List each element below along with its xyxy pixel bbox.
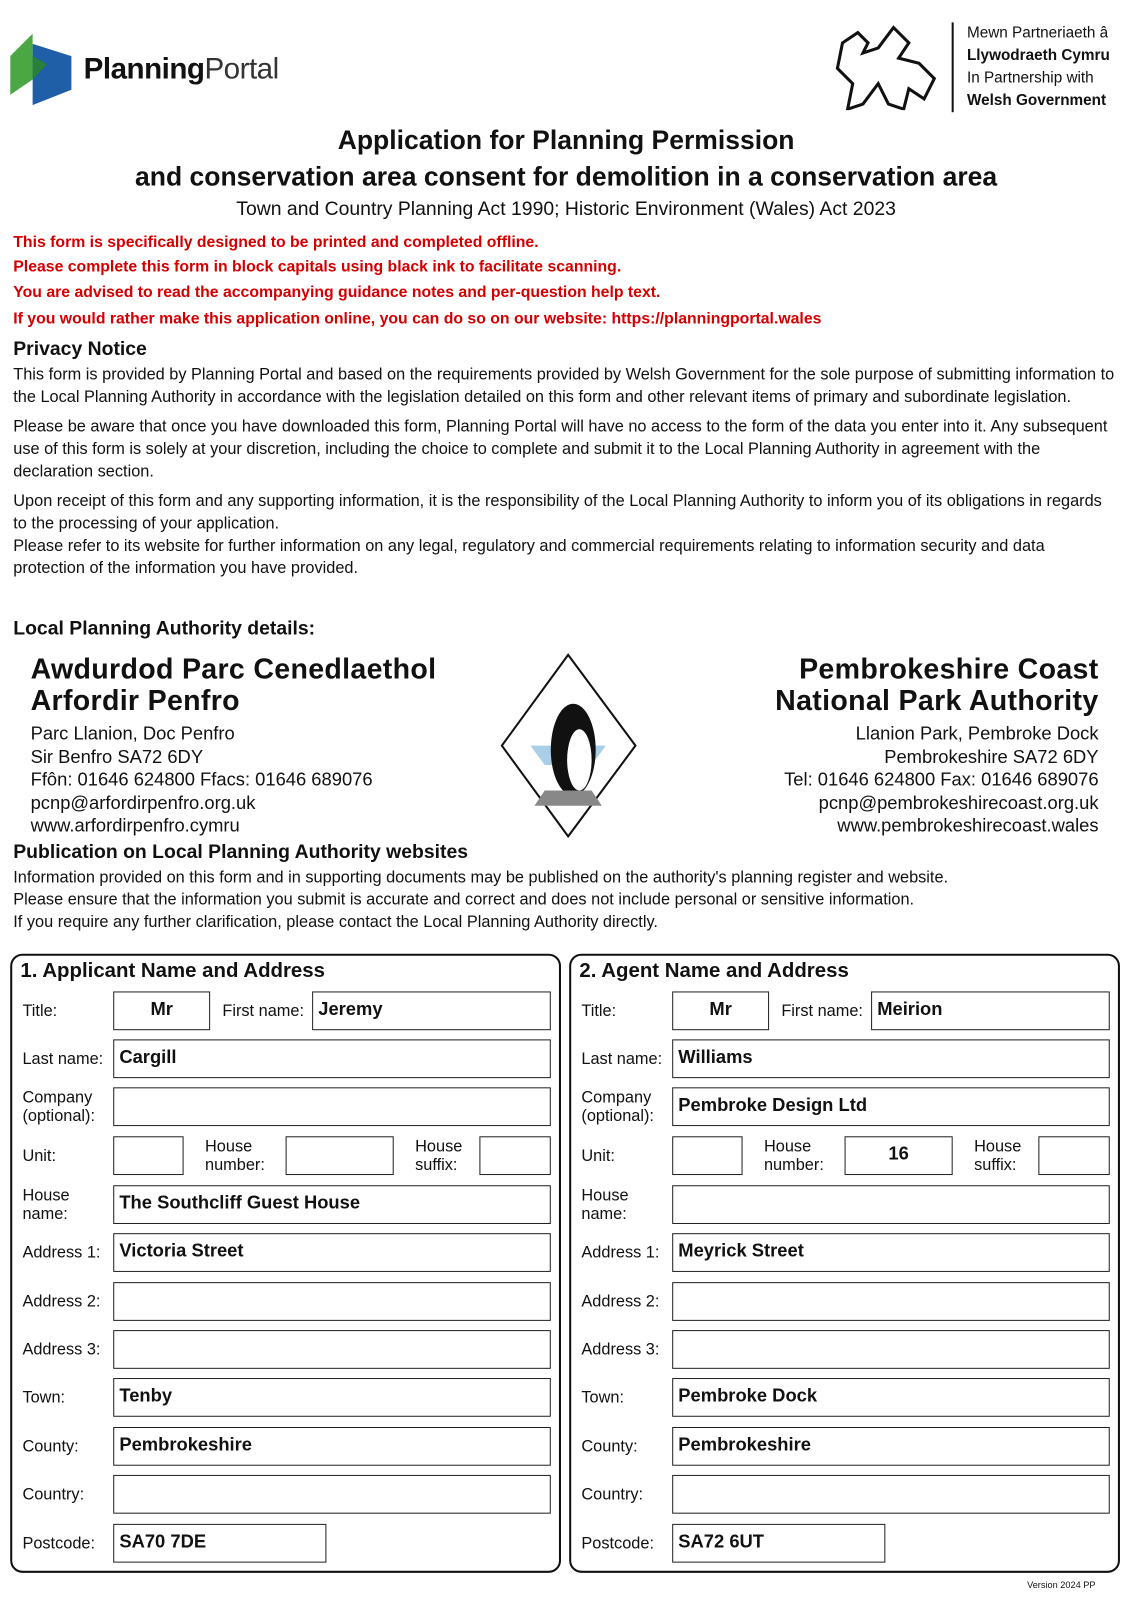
planning-portal-logo bbox=[10, 34, 278, 105]
address3-label: Address 3: bbox=[22, 1341, 101, 1359]
country-field[interactable] bbox=[672, 1475, 1110, 1514]
notice: This form is specifically designed to be printed and completed offline. bbox=[13, 233, 539, 251]
town-field[interactable]: Tenby bbox=[113, 1378, 551, 1417]
address2-field[interactable] bbox=[113, 1282, 551, 1321]
first-name-field[interactable]: Meirion bbox=[871, 991, 1110, 1030]
postcode-label: Postcode: bbox=[22, 1535, 96, 1553]
form-subtitle: Town and Country Planning Act 1990; Historic Environment (Wales) Act 2023 bbox=[236, 198, 896, 221]
last-name-label: Last name: bbox=[581, 1050, 663, 1068]
company-field[interactable]: Pembroke Design Ltd bbox=[672, 1087, 1110, 1126]
last-name-field[interactable]: Cargill bbox=[113, 1039, 551, 1078]
company-label: Company (optional): bbox=[22, 1089, 96, 1126]
house-suffix-field[interactable] bbox=[1038, 1136, 1109, 1175]
privacy-heading: Privacy Notice bbox=[13, 338, 147, 361]
unit-field[interactable] bbox=[113, 1136, 183, 1175]
county-field[interactable]: Pembrokeshire bbox=[113, 1427, 551, 1466]
lpa-website: www.pembrokeshirecoast.wales bbox=[837, 814, 1099, 836]
address3-field[interactable] bbox=[672, 1330, 1110, 1369]
lpa-address: Llanion Park, Pembroke Dock bbox=[855, 723, 1099, 744]
gov-line: Mewn Partneriaeth â bbox=[966, 24, 1109, 42]
title-field[interactable]: Mr bbox=[113, 991, 210, 1030]
publication-text: Please ensure that the information you submit is accurate and correct and does not include personal or sensitive information. bbox=[13, 891, 915, 909]
house-suffix-label: House suffix: bbox=[974, 1138, 1022, 1175]
country-field[interactable] bbox=[113, 1475, 551, 1514]
agent-panel bbox=[569, 954, 1120, 1573]
house-name-label: House name: bbox=[581, 1187, 629, 1223]
form-title-2: and conservation area consent for demolition in a conservation area bbox=[135, 161, 998, 192]
version-label: Version 2024 PP bbox=[1027, 1579, 1096, 1591]
house-name-field[interactable] bbox=[672, 1185, 1110, 1224]
county-label: County: bbox=[22, 1438, 79, 1456]
county-field[interactable]: Pembrokeshire bbox=[672, 1427, 1110, 1466]
notice: Please complete this form in block capitals using black ink to facilitate scanning. bbox=[13, 257, 622, 275]
lpa-name: National Park Authority bbox=[775, 684, 1099, 717]
form-title: Application for Planning Permission bbox=[337, 124, 795, 156]
publication-text: Information provided on this form and in supporting documents may be published on the authority's planning register and website. bbox=[13, 869, 949, 887]
house-suffix-label: House suffix: bbox=[415, 1138, 463, 1175]
notice: You are advised to read the accompanying guidance notes and per-question help text. bbox=[13, 283, 661, 301]
first-name-label: First name: bbox=[781, 1002, 863, 1020]
lpa-address: Pembrokeshire SA72 6DY bbox=[884, 746, 1099, 767]
lpa-phone: Tel: 01646 624800 Fax: 01646 689076 bbox=[784, 769, 1099, 790]
lpa-address: Parc Llanion, Doc Penfro bbox=[30, 723, 235, 744]
first-name-label: First name: bbox=[222, 1002, 304, 1020]
welsh-government-logo bbox=[967, 22, 1110, 112]
house-number-field[interactable] bbox=[286, 1136, 394, 1175]
house-suffix-field[interactable] bbox=[479, 1136, 550, 1175]
planning-portal-logo-icon bbox=[10, 34, 75, 105]
address3-label: Address 3: bbox=[581, 1341, 660, 1359]
applicant-panel bbox=[10, 954, 561, 1573]
lpa-phone: Ffôn: 01646 624800 Ffacs: 01646 689076 bbox=[30, 769, 373, 790]
privacy-paragraph: This form is provided by Planning Portal and based on the requirements provided by Welsh Government for the sole purpose of submitting information to the Local Planning Authority in accordance with the legislation detailed on this form and other relevant items of primary and subordinate legislation. bbox=[13, 366, 1115, 406]
unit-label: Unit: bbox=[581, 1147, 615, 1165]
section-heading: 1. Applicant Name and Address bbox=[20, 959, 325, 983]
postcode-field[interactable]: SA72 6UT bbox=[672, 1524, 885, 1563]
address1-label: Address 1: bbox=[22, 1244, 101, 1262]
lpa-address: Sir Benfro SA72 6DY bbox=[30, 746, 204, 767]
lpa-name: Pembrokeshire Coast bbox=[799, 652, 1099, 685]
company-label: Company (optional): bbox=[581, 1089, 654, 1126]
lpa-name: Awdurdod Parc Cenedlaethol bbox=[30, 652, 437, 685]
town-label: Town: bbox=[22, 1389, 66, 1407]
house-number-label: House number: bbox=[205, 1138, 265, 1175]
divider bbox=[952, 22, 954, 112]
unit-label: Unit: bbox=[22, 1147, 57, 1165]
lpa-heading: Local Planning Authority details: bbox=[13, 618, 316, 640]
postcode-label: Postcode: bbox=[581, 1535, 654, 1553]
lpa-email: pcnp@arfordirpenfro.org.uk bbox=[30, 792, 256, 813]
publication-text: If you require any further clarification, please contact the Local Planning Authority directly. bbox=[13, 913, 658, 932]
address2-label: Address 2: bbox=[581, 1293, 660, 1311]
county-label: County: bbox=[581, 1438, 638, 1456]
gov-line: In Partnership with bbox=[966, 69, 1094, 87]
privacy-paragraph: Upon receipt of this form and any supporting information, it is the responsibility of the Local Planning Authority to inform you of its obligations in regards to the processing of your application. Please refer to its website for further information on any legal, regulatory and commercial requirements relating to information security and data protection of the information you have provided. bbox=[13, 492, 1102, 578]
house-name-label: House name: bbox=[22, 1187, 70, 1223]
company-field[interactable] bbox=[113, 1087, 551, 1126]
address1-field[interactable]: Victoria Street bbox=[113, 1233, 551, 1272]
country-label: Country: bbox=[581, 1486, 644, 1504]
town-label: Town: bbox=[581, 1389, 625, 1407]
gov-line: Welsh Government bbox=[966, 91, 1107, 110]
postcode-field[interactable]: SA70 7DE bbox=[113, 1524, 326, 1563]
lpa-name: Arfordir Penfro bbox=[30, 684, 240, 717]
last-name-field[interactable]: Williams bbox=[672, 1039, 1110, 1078]
unit-field[interactable] bbox=[672, 1136, 742, 1175]
address1-label: Address 1: bbox=[581, 1244, 660, 1262]
address1-field[interactable]: Meyrick Street bbox=[672, 1233, 1110, 1272]
house-number-field[interactable]: 16 bbox=[845, 1136, 953, 1175]
lpa-email: pcnp@pembrokeshirecoast.org.uk bbox=[818, 792, 1099, 813]
lpa-website: www.arfordirpenfro.cymru bbox=[30, 814, 240, 836]
town-field[interactable]: Pembroke Dock bbox=[672, 1378, 1110, 1417]
notice: If you would rather make this application online, you can do so on our website: https://planningportal.wales bbox=[13, 309, 822, 327]
address2-label: Address 2: bbox=[22, 1293, 101, 1311]
publication-heading: Publication on Local Planning Authority websites bbox=[13, 841, 469, 863]
last-name-label: Last name: bbox=[22, 1050, 104, 1068]
house-number-label: House number: bbox=[763, 1138, 824, 1175]
privacy-paragraph: Please be aware that once you have downloaded this form, Planning Portal will have no access to the form of the data you enter into it. Any subsequent use of this form is solely at your discretion, including the choice to complete and submit it to the Local Planning Authority in agreement with the declaration section. bbox=[13, 418, 1108, 481]
address2-field[interactable] bbox=[672, 1282, 1110, 1321]
gov-line: Llywodraeth Cymru bbox=[966, 46, 1110, 65]
lpa-english bbox=[775, 653, 1098, 837]
welsh-dragon-icon bbox=[822, 22, 939, 110]
title-label: Title: bbox=[581, 1002, 617, 1020]
logo-text: Planning bbox=[83, 52, 205, 86]
first-name-field[interactable]: Jeremy bbox=[312, 991, 551, 1030]
puffin-logo-icon bbox=[500, 653, 638, 839]
title-field[interactable]: Mr bbox=[672, 991, 769, 1030]
title-label: Title: bbox=[22, 1002, 58, 1020]
address3-field[interactable] bbox=[113, 1330, 551, 1369]
country-label: Country: bbox=[22, 1486, 85, 1504]
house-name-field[interactable]: The Southcliff Guest House bbox=[113, 1185, 551, 1224]
lpa-welsh bbox=[31, 653, 437, 837]
logo-text-light: Portal bbox=[204, 52, 279, 86]
section-heading: 2. Agent Name and Address bbox=[579, 959, 849, 983]
